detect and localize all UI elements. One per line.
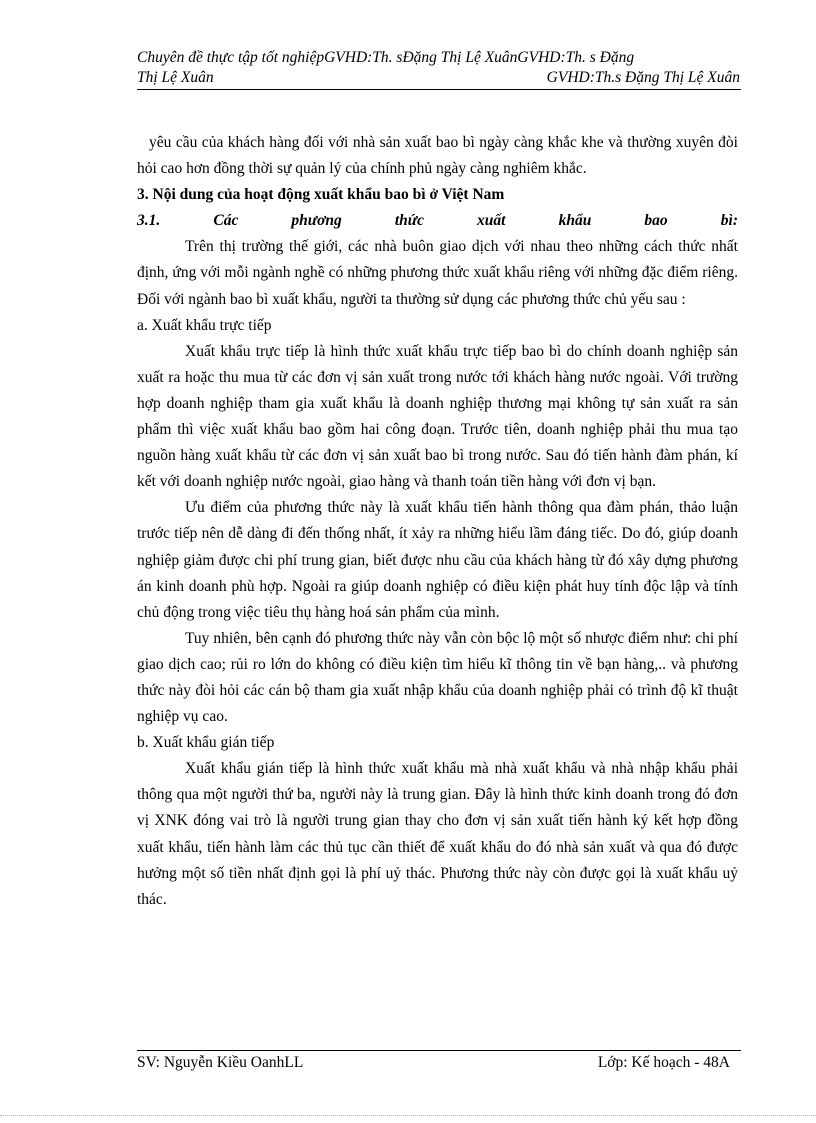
- header-divider: [137, 89, 741, 90]
- page-edge-divider: [0, 1115, 816, 1116]
- header-text-1: Chuyên đề thực tập tốt nghiệpGVHD:Th. sĐặng Thị Lệ XuânGVHD:Th. s Đặng: [137, 49, 635, 66]
- paragraph-indirect-export: Xuất khẩu gián tiếp là hình thức xuất khẩu mà nhà xuất khẩu và nhà nhập khẩu phải thông qua một người thứ ba, người này là trung gian. Đây là hình thức kinh doanh trong đó đơn vị XNK đóng vai trò là người trung gian thay cho đơn vị sản xuất tiến hành ký kết hợp đồng xuất khẩu, tiến hành làm các thủ tục cần thiết để xuất khẩu do đó nhà sản xuất và qua đó được hưởng một số tiền nhất định gọi là phí uỷ thác. Phương thức này còn được gọi là xuất khẩu uỷ thác.: [137, 760, 738, 908]
- paragraph-disadvantages: Tuy nhiên, bên cạnh đó phương thức này vẫn còn bộc lộ một số nhược điểm như: chi phí giao dịch cao; rủi ro lớn do không có điều kiện tìm hiểu kĩ thông tin về bạn hàng,.. và phương thức này đòi hỏi các cán bộ tham gia xuất nhập khẩu của doanh nghiệp phải có trình độ kĩ thuật nghiệp vụ cao.: [137, 629, 738, 726]
- page-footer: [137, 1054, 730, 1072]
- paragraph-advantages: Ưu điểm của phương thức này là xuất khẩu tiến hành thông qua đàm phán, thảo luận trước tiếp nên dễ dàng đi đến thống nhất, ít xảy ra những hiểu lầm đáng tiếc. Do đó, giúp doanh nghiệp giảm được chi phí trung gian, biết được nhu cầu của khách hàng từ đó xây dựng phương án kinh doanh phù hợp. Ngoài ra giúp doanh nghiệp có điều kiện phát huy tính độc lập và tính chủ động trong việc tiêu thụ hàng hoá sản phẩm của mình.: [137, 499, 738, 621]
- header-line-2: [137, 68, 740, 88]
- paragraph-direct-export: Xuất khẩu trực tiếp là hình thức xuất khẩu trực tiếp bao bì do chính doanh nghiệp sản xuất ra hoặc thu mua từ các đơn vị sản xuất trong nước tới khách hàng nước ngoài. Với trường hợp doanh nghiệp tham gia xuất khẩu là doanh nghiệp thương mại không tự sản xuất ra sản phẩm thì việc xuất khẩu bao gồm hai công đoạn. Trước tiên, doanh nghiệp phải thu mua tạo nguồn hàng xuất khẩu từ các đơn vị sản xuất bao bì trong nước. Sau đó tiến hành đàm phán, kí kết với doanh nghiệp nước ngoài, giao hàng và thanh toán tiền hàng với đơn vị bạn.: [137, 342, 738, 491]
- header-text-2-right: GVHD:Th.s Đặng Thị Lệ Xuân: [546, 69, 740, 86]
- label-direct-export: a. Xuất khẩu trực tiếp: [137, 316, 272, 334]
- header-line-1: [137, 48, 740, 68]
- section-heading-3: 3. Nội dung của hoạt động xuất khẩu bao bì ở Việt Nam: [137, 186, 505, 204]
- document-body: [137, 130, 738, 913]
- page-header: [137, 48, 740, 88]
- paragraph-methods: Trên thị trường thế giới, các nhà buôn giao dịch với nhau theo những cách thức nhất định, ứng với mỗi ngành nghề có những phương thức xuất khẩu riêng với những đặc điểm riêng. Đối với ngành bao bì xuất khẩu, người ta thường sử dụng các phương thức chủ yếu sau :: [137, 238, 738, 308]
- footer-divider: [137, 1050, 741, 1051]
- footer-class: Lớp: Kế hoạch - 48A: [597, 1054, 730, 1071]
- label-indirect-export: b. Xuất khẩu gián tiếp: [137, 734, 275, 752]
- subsection-heading-3-1: 3.1. Các phương thức xuất khẩu bao bì:: [137, 212, 738, 230]
- header-text-2-left: Thị Lệ Xuân: [137, 69, 214, 86]
- intro-paragraph: yêu cầu của khách hàng đối với nhà sản xuất bao bì ngày càng khắc khe và thường xuyên đòi hỏi cao hơn đồng thời sự quản lý của chính phủ ngày càng nghiêm khắc.: [137, 134, 738, 178]
- footer-student: SV: Nguyễn Kiều OanhLL: [137, 1054, 304, 1071]
